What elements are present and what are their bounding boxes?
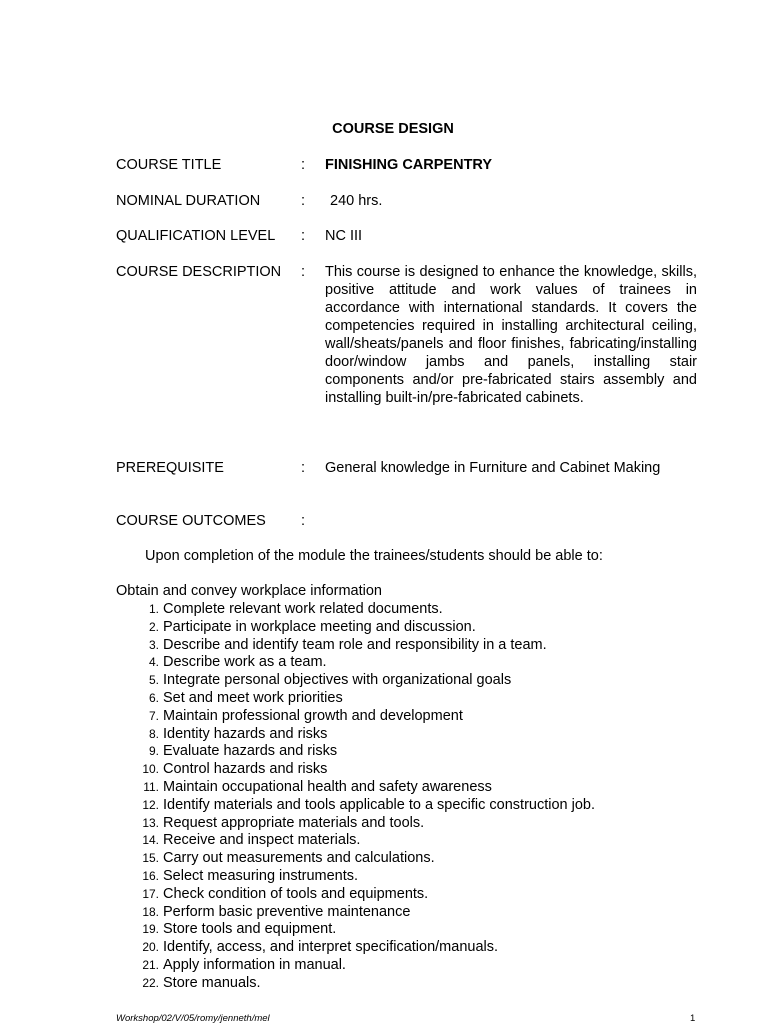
list-item-number: 16. (142, 868, 159, 883)
list-item-number: 8. (148, 726, 159, 741)
field-colon: : (301, 228, 306, 244)
field-label-course-description: COURSE DESCRIPTION (116, 264, 282, 280)
list-item-text: Integrate personal objectives with organizational goals (163, 672, 512, 689)
list-item-number: 14. (142, 833, 159, 848)
list-item-number: 10. (142, 762, 159, 777)
field-label-qualification-level: QUALIFICATION LEVEL (116, 228, 276, 244)
list-item-text: Maintain occupational health and safety awareness (163, 778, 492, 795)
page-footer: Workshop/02/V/05/romy/jenneth/mel (116, 1013, 270, 1024)
list-item-text: Select measuring instruments. (163, 867, 359, 884)
nominal-duration-value: 240 hrs. (330, 193, 383, 209)
list-item-text: Identify materials and tools applicable to a specific construction job. (163, 796, 596, 813)
list-item-text: Maintain professional growth and development (163, 707, 463, 724)
page-title: COURSE DESIGN (332, 121, 454, 137)
list-item-number: 19. (142, 922, 159, 937)
list-item-number: 12. (142, 797, 159, 812)
list-item-number: 5. (148, 673, 159, 688)
list-item-number: 9. (148, 744, 159, 759)
list-item-number: 21. (142, 957, 159, 972)
list-item-number: 13. (142, 815, 159, 830)
list-item-text: Request appropriate materials and tools. (163, 814, 425, 831)
prerequisite-value: General knowledge in Furniture and Cabinet Making (325, 460, 661, 476)
list-item-text: Receive and inspect materials. (163, 832, 361, 849)
list-item-text: Perform basic preventive maintenance (163, 903, 411, 920)
list-item-text: Describe work as a team. (163, 654, 327, 671)
field-colon: : (301, 157, 306, 173)
list-item-text: Describe and identify team role and responsibility in a team. (163, 636, 547, 653)
list-item-number: 4. (148, 655, 159, 670)
list-item-text: Store manuals. (163, 974, 261, 991)
list-item-number: 11. (143, 779, 159, 794)
list-item-number: 6. (148, 690, 159, 705)
field-colon: : (301, 193, 306, 209)
field-colon: : (301, 264, 306, 280)
list-item-text: Participate in workplace meeting and discussion. (163, 618, 476, 635)
list-item-text: Apply information in manual. (163, 956, 346, 973)
list-item-number: 1. (148, 602, 159, 616)
list-item-number: 3. (148, 637, 159, 652)
list-item-text: Complete relevant work related documents. (163, 601, 443, 617)
course-title-value: FINISHING CARPENTRY (325, 157, 493, 173)
field-label-nominal-duration: NOMINAL DURATION (116, 193, 261, 209)
list-item-text: Carry out measurements and calculations. (163, 850, 435, 867)
list-item-text: Evaluate hazards and risks (163, 743, 338, 760)
list-item-text: Identify, access, and interpret specification/manuals. (163, 939, 499, 956)
list-item-number: 15. (142, 851, 159, 866)
list-item-number: 2. (148, 619, 159, 634)
list-item-number: 18. (142, 904, 159, 919)
outcome-group-heading: Obtain and convey workplace information (116, 583, 382, 599)
list-item-number: 22. (142, 975, 159, 990)
list-item-number: 7. (148, 708, 159, 723)
list-item-text: Control hazards and risks (163, 761, 328, 778)
field-colon: : (301, 513, 306, 529)
list-item-text: Identity hazards and risks (163, 725, 328, 742)
field-label-course-title: COURSE TITLE (116, 157, 222, 173)
list-item-text: Check condition of tools and equipments. (163, 885, 429, 902)
list-item-number: 20. (142, 940, 159, 955)
field-label-course-outcomes: COURSE OUTCOMES (116, 513, 266, 529)
list-item-number: 17. (142, 886, 159, 901)
field-colon: : (301, 460, 306, 476)
outcomes-intro: Upon completion of the module the trainees/students should be able to: (145, 548, 603, 564)
page-number: 1 (690, 1013, 696, 1024)
field-label-prerequisite: PREREQUISITE (116, 460, 224, 476)
list-item-text: Set and meet work priorities (163, 689, 343, 706)
qualification-level-value: NC III (325, 228, 363, 244)
list-item-text: Store tools and equipment. (163, 921, 337, 938)
course-description-text: This course is designed to enhance the knowledge, skills, positive attitude and work values of trainees in accordance with international standards. It covers the competencies required in installing architectural ceiling, wall/sheats/panels and floor finishes, fabricating/installing door/window jambs and panels, installing stair components and/or pre-fabricated stairs assembly and installing built-in/pre-fabricated cabinets. (325, 264, 697, 406)
